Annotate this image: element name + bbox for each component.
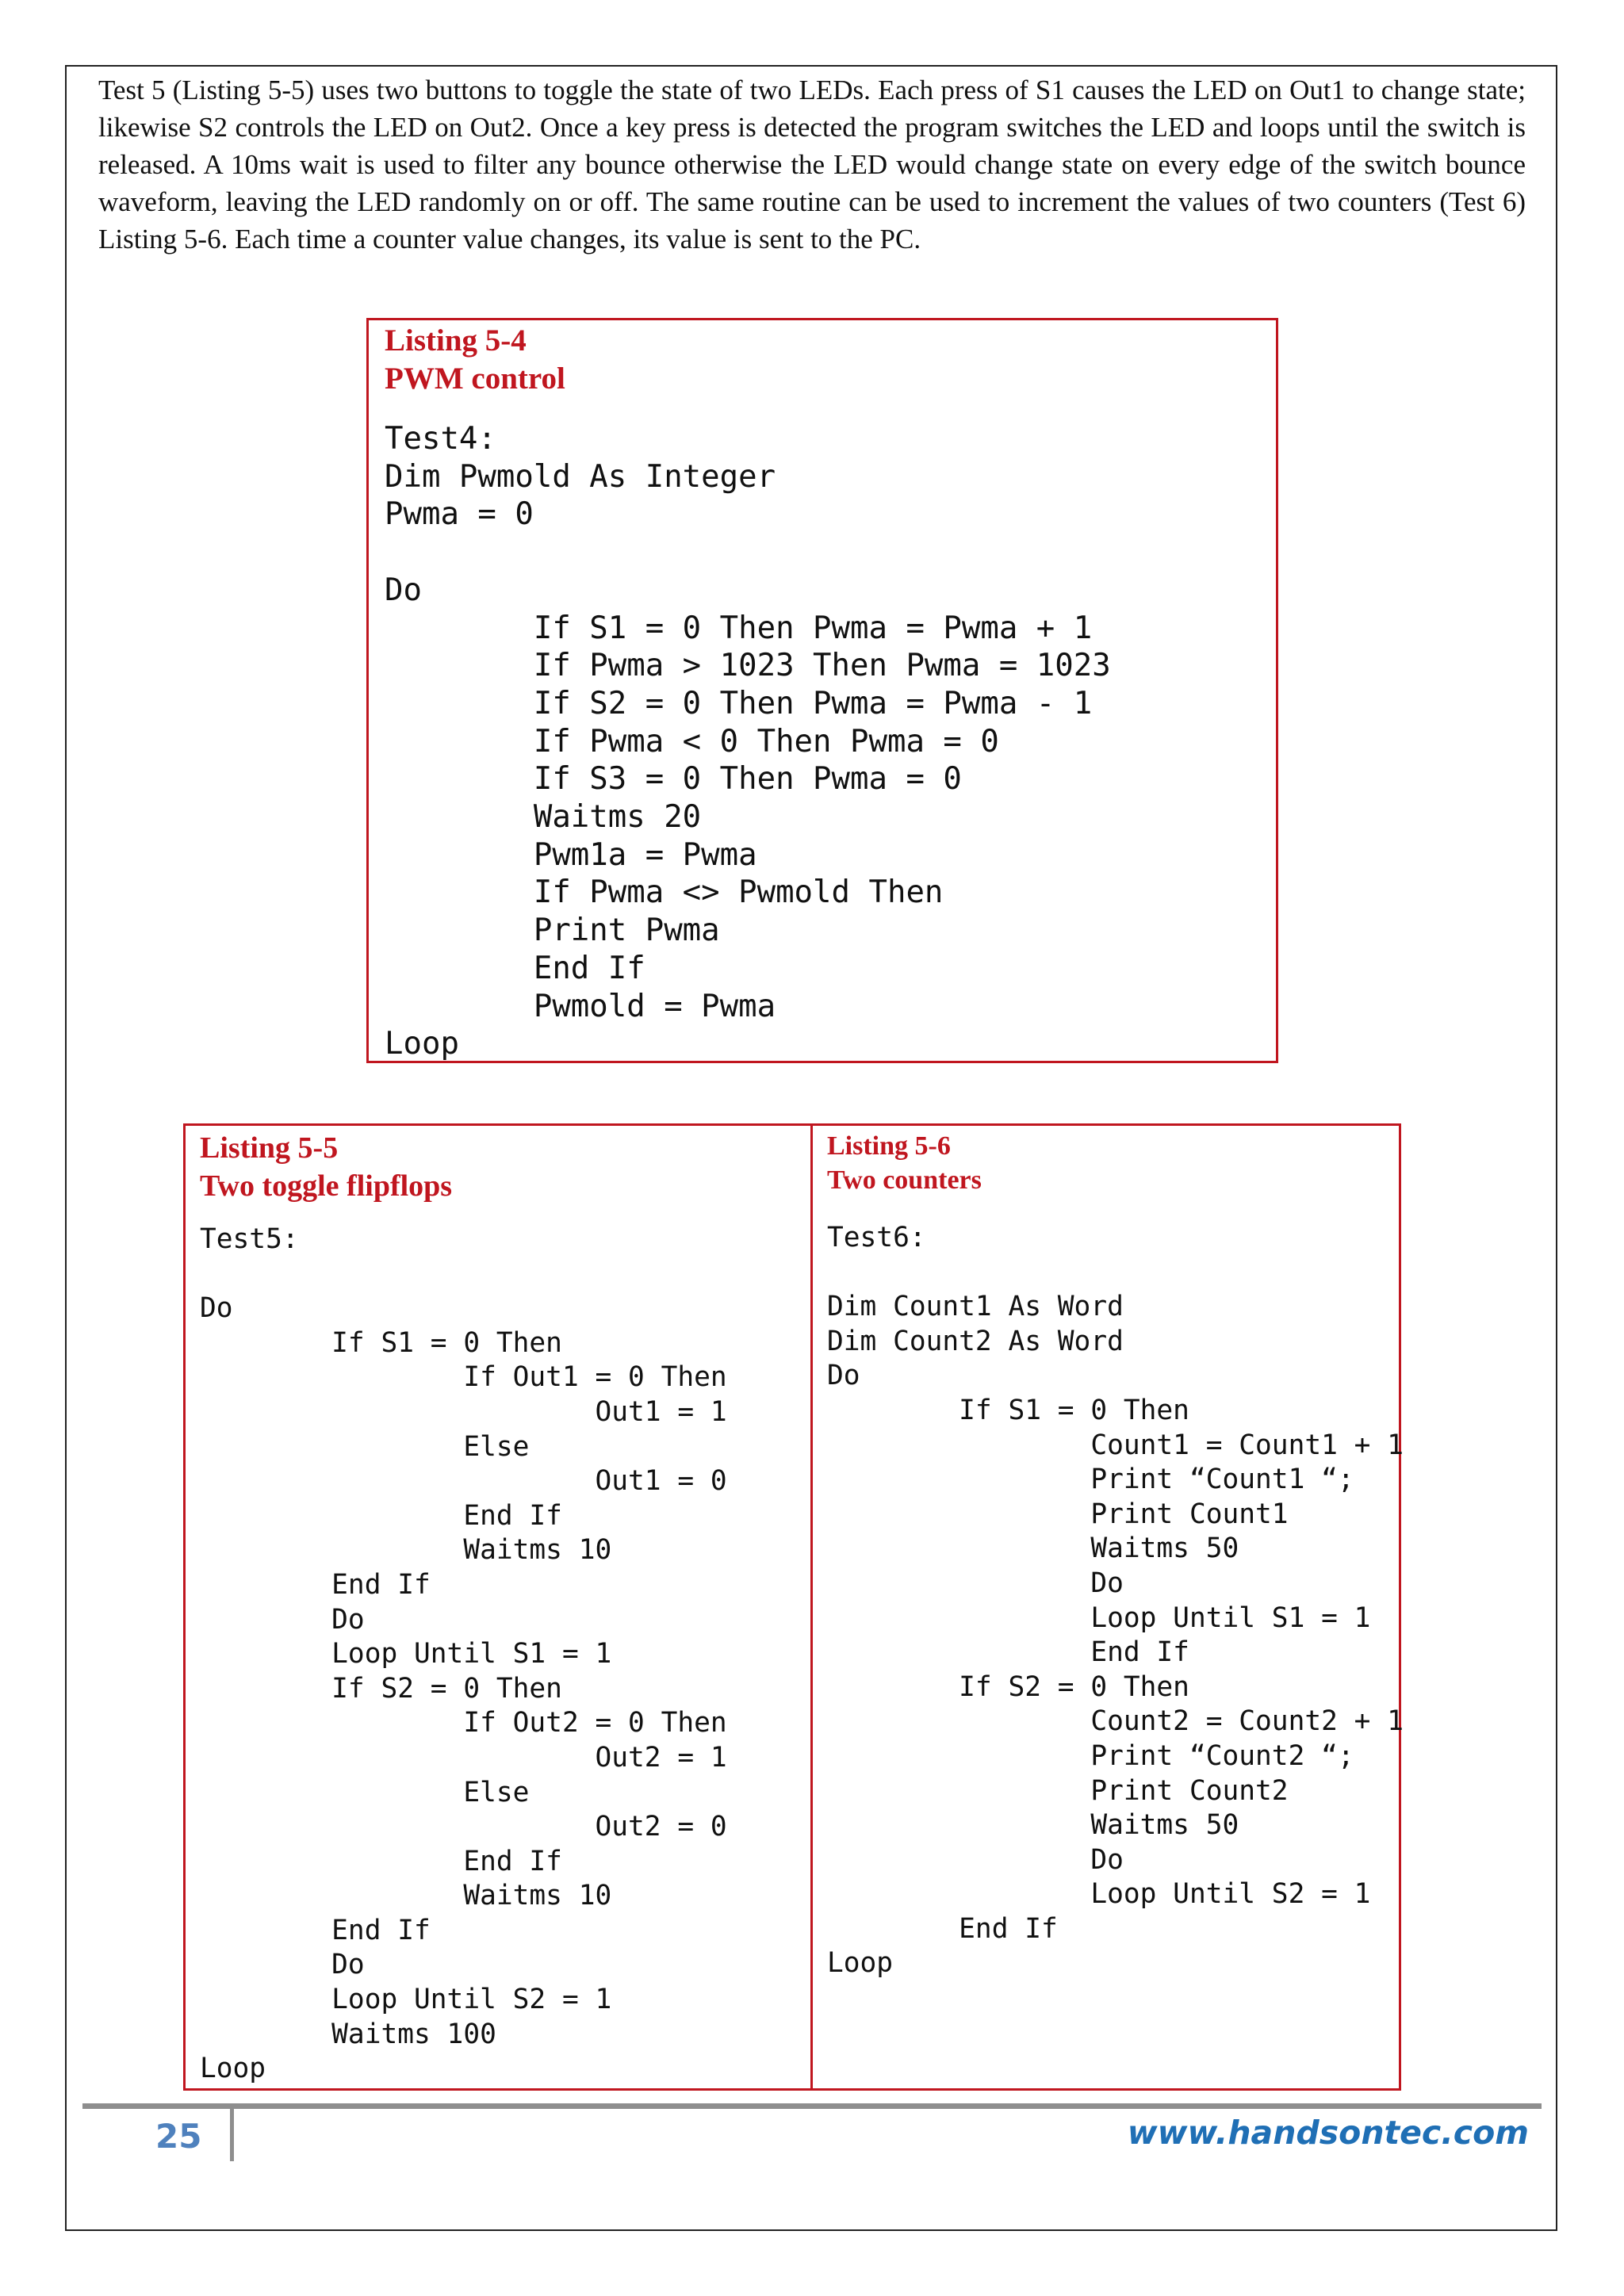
page-number: 25 <box>155 2117 202 2156</box>
listing-5-4-code: Test4: Dim Pwmold As Integer Pwma = 0 Do If S1 = 0 Then Pwma = Pwma + 1 If Pwma > 1023 Then Pwma = 1023 If S2 = 0 Then Pwma = Pwma - 1 If Pwma < 0 Then Pwma = 0 If S3 = 0 Then Pwma = 0 Waitms 20 Pwm1a = Pwma If Pwma <> Pwmold Then Print Pwma End If Pwmold = Pwma Loop <box>385 421 1111 1062</box>
listing-5-6-code: Test6: Dim Count1 As Word Dim Count2 As Word Do If S1 = 0 Then Count1 = Count1 + 1 Print “Count1 “; Print Count1 Waitms 50 Do Loop Until S1 = 1 End If If S2 = 0 Then Count2 = Count2 + 1 Print “Count2 “; Print Count2 Waitms 50 Do Loop Until S2 = 1 End If Loop <box>827 1222 1404 1980</box>
listing-5-6-caption: Two counters <box>827 1165 982 1195</box>
listing-5-5-box <box>183 1123 813 2091</box>
footer-divider <box>82 2103 1542 2109</box>
listing-5-5-code: Test5: Do If S1 = 0 Then If Out1 = 0 Then Out1 = 1 Else Out1 = 0 End If Waitms 10 End If Do Loop Until S1 = 1 If S2 = 0 Then If Out2 = 0 Then Out2 = 1 Else Out2 = 0 End If Waitms 10 End If Do Loop Until S2 = 1 Waitms 100 Loop <box>200 1223 727 2085</box>
listing-5-6-number: Listing 5-6 <box>827 1131 951 1161</box>
listing-5-4-box <box>366 318 1278 1063</box>
website-link[interactable]: www.handsontec.com <box>1127 2114 1529 2152</box>
listing-5-6-box <box>810 1123 1404 2091</box>
listing-5-5-number: Listing 5-5 <box>200 1131 339 1165</box>
listing-5-5-caption: Two toggle flipflops <box>200 1169 453 1203</box>
listing-5-4-number: Listing 5-4 <box>385 323 527 358</box>
intro-paragraph: Test 5 (Listing 5-5) uses two buttons to toggle the state of two LEDs. Each press of S1 causes the LED on Out1 to change state; likewise S2 controls the LED on Out2. Once a key press is detected the program switches the LED and loops until the switch is released. A 10ms wait is used to filter any bounce otherwise the LED would change state on every edge of the switch bounce waveform, leaving the LED randomly on or off. The same routine can be used to increment the values of two counters (Test 6) Listing 5-6. Each time a counter value changes, its value is sent to the PC. <box>98 75 1526 254</box>
page-number-divider <box>230 2109 234 2161</box>
listing-5-4-caption: PWM control <box>385 362 565 396</box>
